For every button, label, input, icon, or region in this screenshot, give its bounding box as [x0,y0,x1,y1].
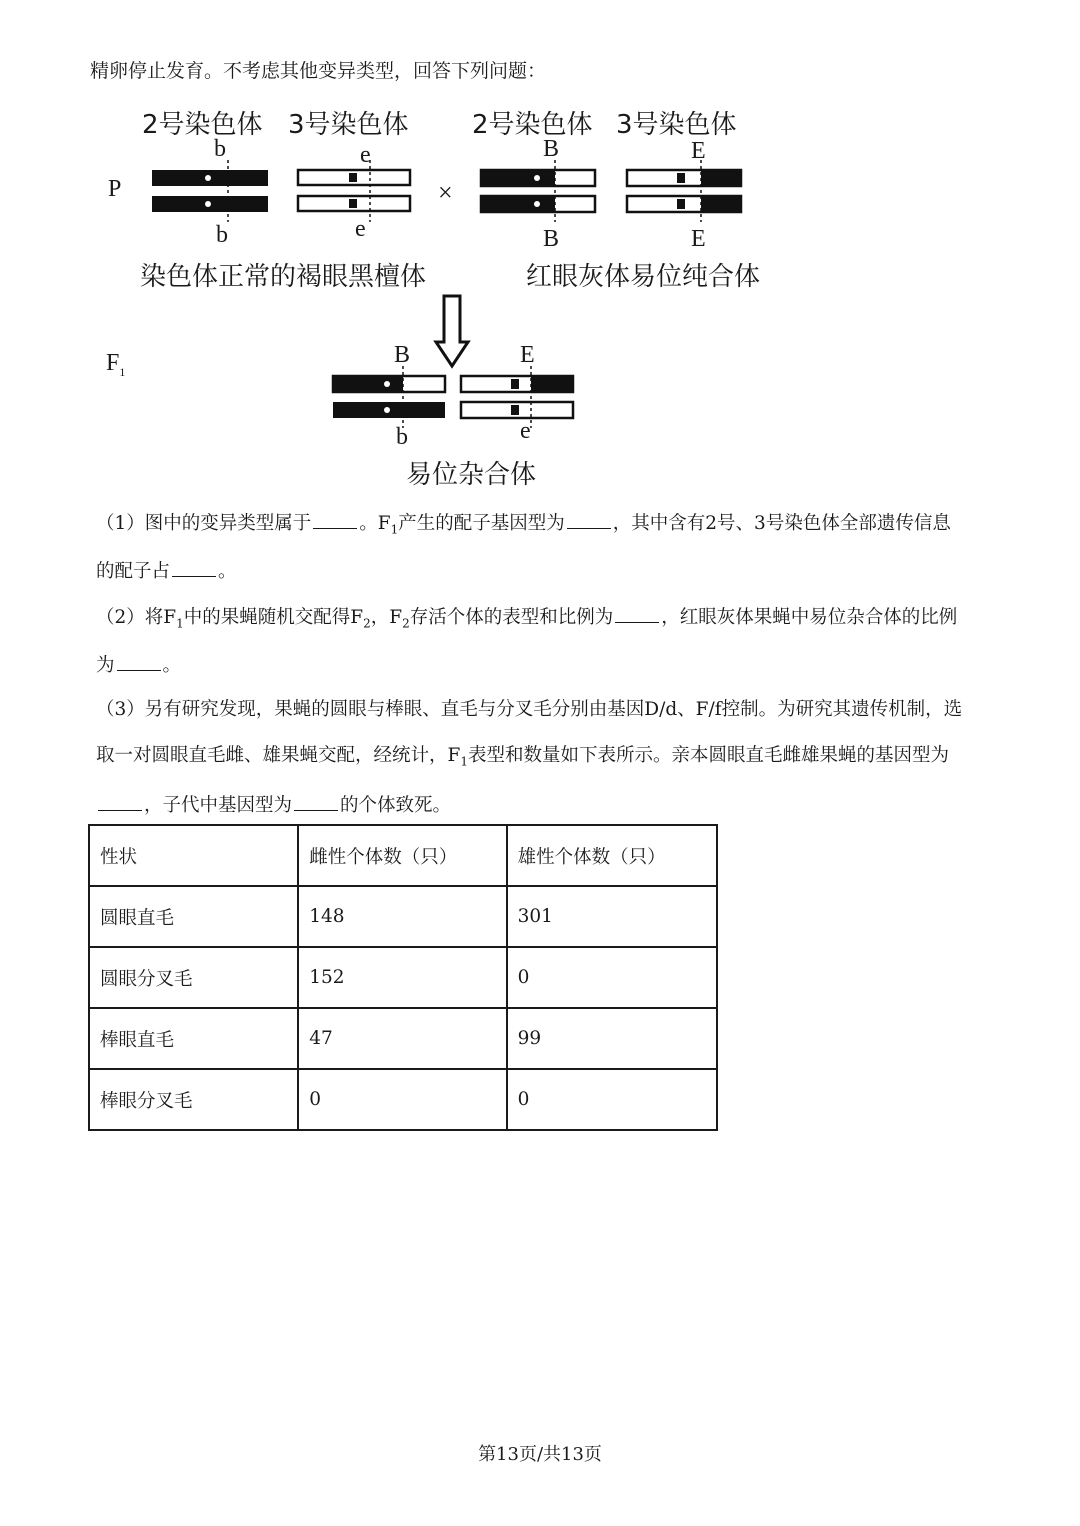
female-gene-b-top: b [214,136,226,162]
f1-gene-E-top: E [520,342,535,368]
answer-blank[interactable] [98,792,142,811]
table-cell: 0 [298,1069,506,1130]
answer-blank[interactable] [615,604,659,623]
f1-caption: 易位杂合体 [406,460,537,490]
answer-blank[interactable] [294,792,338,811]
table-cell: 148 [298,886,506,947]
f1-gene-B-top: B [394,342,411,368]
f1-chromosome-3 [461,366,573,428]
male-chrom2-label: 2号染色体 [472,110,593,140]
table-cell: 0 [507,1069,717,1130]
table-cell: 301 [507,886,717,947]
answer-blank[interactable] [567,510,611,529]
male-chrom3-label: 3号染色体 [616,110,737,140]
table-cell: 152 [298,947,506,1008]
female-gene-e-top: e [360,142,371,168]
table-cell: 棒眼直毛 [89,1008,298,1069]
female-gene-b-bottom: b [216,222,228,248]
intro-text: 精卵停止发育。不考虑其他变异类型，回答下列问题： [90,60,547,82]
male-chromosome-2 [481,160,595,222]
chromosome-drawings [0,0,1080,500]
table-header-cell: 雌性个体数（只） [298,825,506,886]
male-gene-B-bottom: B [543,226,560,252]
table-cell: 棒眼分叉毛 [89,1069,298,1130]
page-footer: 第13页/共13页 [478,1444,602,1465]
f1-chromosome-2 [333,366,445,428]
table-row [89,1069,717,1130]
male-gene-E-bottom: E [691,226,706,252]
table-header-cell: 雄性个体数（只） [507,825,717,886]
f1-generation-label: $F_1$ [106,350,126,379]
female-chromosome-2 [152,160,268,222]
table-row [89,947,717,1008]
table-row [89,1008,717,1069]
question-3-line-1: （3）另有研究发现，果蝇的圆眼与棒眼、直毛与分叉毛分别由基因D/d、F/f控制。为研究其遗传机制，选 [96,699,963,720]
table-cell: 47 [298,1008,506,1069]
f1-gene-b-bottom: b [396,424,408,450]
female-caption: 染色体正常的褐眼黑檀体 [140,262,427,292]
down-arrow-icon [436,296,468,366]
question-2-line-2: 为 。 [96,652,181,678]
offspring-table [88,824,718,1131]
answer-blank[interactable] [117,652,161,671]
p-generation-label: P [108,176,122,202]
f1-gene-e-bottom: e [520,418,531,444]
female-chrom3-label: 3号染色体 [288,110,409,140]
table-cell: 0 [507,947,717,1008]
female-chrom2-label: 2号染色体 [142,110,263,140]
male-caption: 红眼灰体易位纯合体 [526,262,761,292]
female-gene-e-bottom: e [355,216,366,242]
question-3-line-2: 取一对圆眼直毛雌、雄果蝇交配，经统计，$F_1$表型和数量如下表所示。亲本圆眼直毛雌雄果蝇的基因型为 [96,745,949,769]
table-header-cell: 性状 [89,825,298,886]
question-3-line-3: ，子代中基因型为 的个体致死。 [96,792,451,818]
table-cell: 99 [507,1008,717,1069]
male-gene-E-top: E [691,138,706,164]
question-1-line-1: （1）图中的变异类型属于 。$F_1$产生的配子基因型为 ，其中含有2号、3号染色体全部遗传信息 [96,510,951,542]
male-gene-B-top: B [543,136,560,162]
female-chromosome-3 [298,160,410,222]
table-row [89,886,717,947]
male-chromosome-3 [627,160,741,222]
cross-symbol: × [438,178,453,207]
table-cell: 圆眼直毛 [89,886,298,947]
answer-blank[interactable] [313,510,357,529]
answer-blank[interactable] [172,558,216,577]
table-cell: 圆眼分叉毛 [89,947,298,1008]
question-1-line-2: 的配子占 。 [96,558,237,584]
table-header-row [89,825,717,886]
question-2-line-1: （2）将$F_1$中的果蝇随机交配得$F_2$，$F_2$存活个体的表型和比例为 ，红眼灰体果蝇中易位杂合体的比例 [96,604,957,636]
